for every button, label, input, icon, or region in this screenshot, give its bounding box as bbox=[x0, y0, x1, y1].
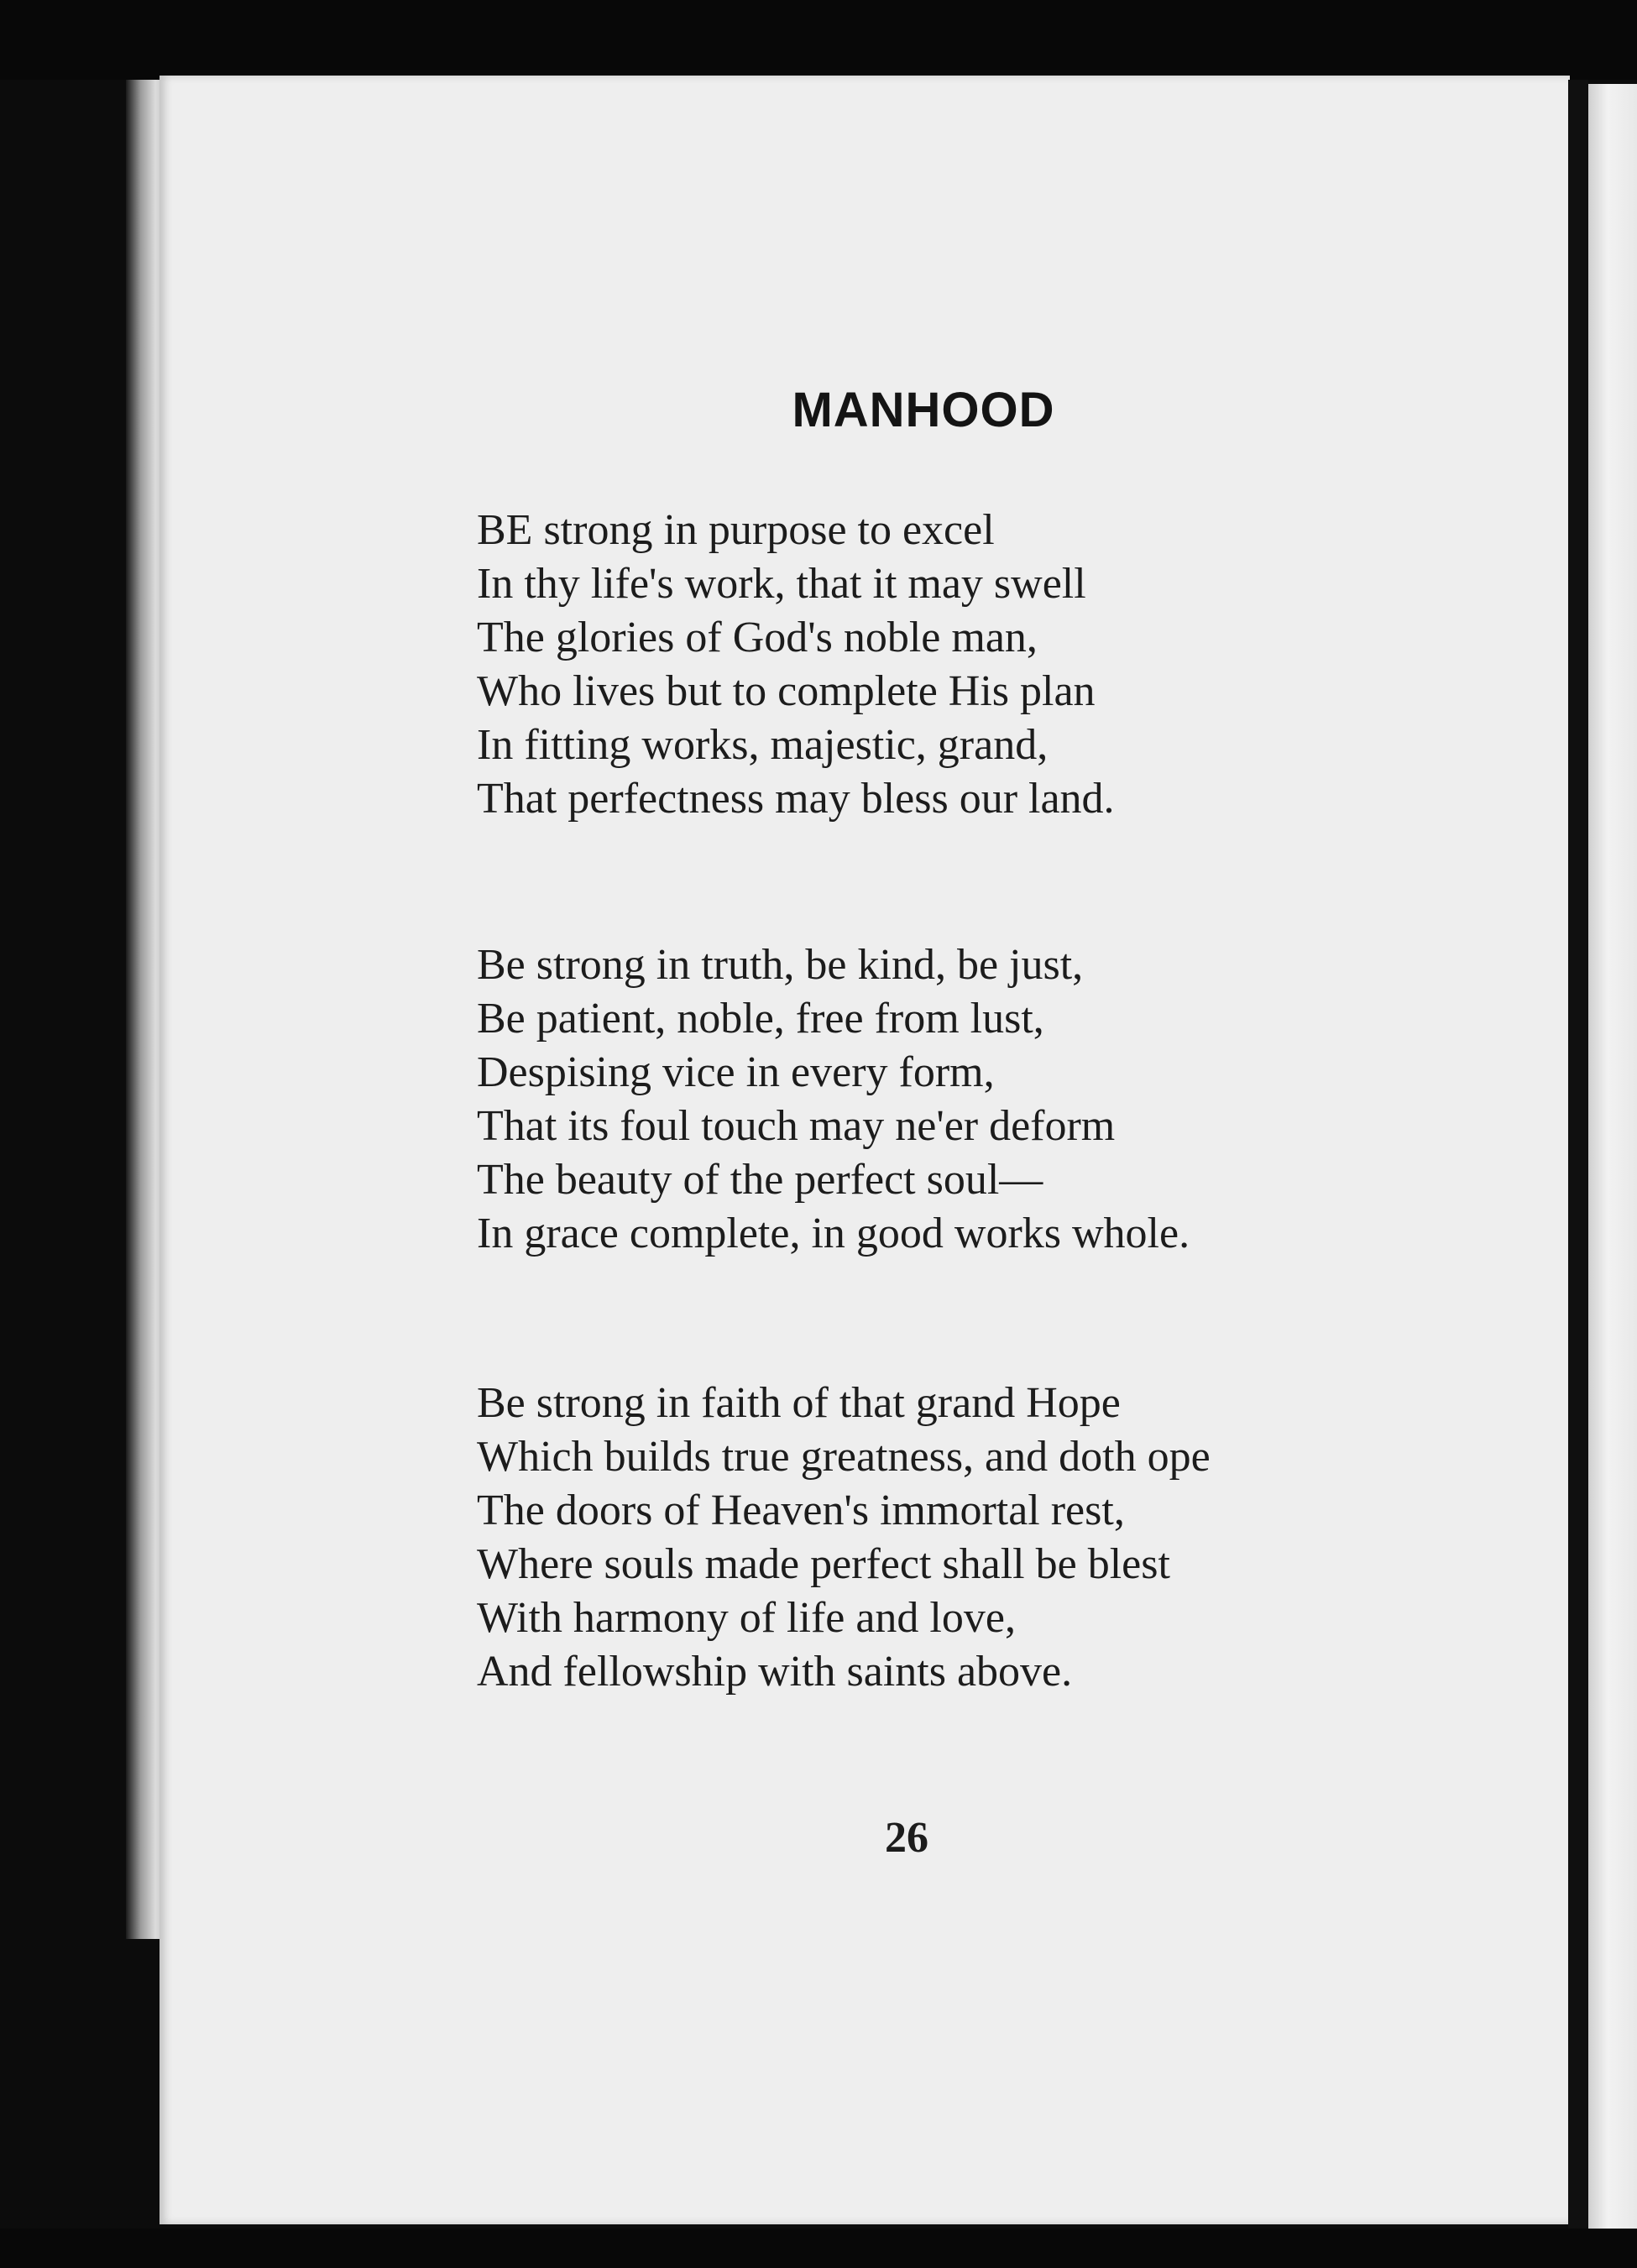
poem-line: The glories of God's noble man, bbox=[477, 614, 1038, 661]
poem-line: With harmony of life and love, bbox=[477, 1594, 1016, 1642]
poem-line: Who lives but to complete His plan bbox=[477, 667, 1096, 715]
poem-line: In grace complete, in good works whole. bbox=[477, 1210, 1190, 1257]
poem-line: BE strong in purpose to excel bbox=[477, 506, 995, 554]
scan-top-border bbox=[0, 0, 1637, 80]
poem-line: That its foul touch may ne'er deform bbox=[477, 1102, 1116, 1150]
adjacent-page-edge bbox=[1588, 84, 1637, 2233]
poem-line: The beauty of the perfect soul— bbox=[477, 1156, 1043, 1204]
poem-line: In fitting works, majestic, grand, bbox=[477, 721, 1049, 769]
poem-line: Despising vice in every form, bbox=[477, 1048, 995, 1096]
page-number: 26 bbox=[885, 1814, 928, 1862]
poem-line: Be strong in faith of that grand Hope bbox=[477, 1379, 1121, 1427]
poem-title: MANHOOD bbox=[792, 383, 1055, 437]
stanza-2 bbox=[477, 938, 1400, 1261]
poem-line: The doors of Heaven's immortal rest, bbox=[477, 1487, 1125, 1534]
poem-line: In thy life's work, that it may swell bbox=[477, 560, 1086, 608]
poem-line: And fellowship with saints above. bbox=[477, 1648, 1073, 1696]
poem-line: Be strong in truth, be kind, be just, bbox=[477, 941, 1084, 989]
stanza-3 bbox=[477, 1377, 1400, 1699]
scan-bottom-border bbox=[0, 2229, 1637, 2268]
poem-line: Where souls made perfect shall be blest bbox=[477, 1540, 1170, 1588]
poem-line: Be patient, noble, free from lust, bbox=[477, 995, 1044, 1043]
stanza-1 bbox=[477, 504, 1400, 826]
poem-line: That perfectness may bless our land. bbox=[477, 775, 1115, 823]
page-gutter bbox=[1568, 80, 1588, 2237]
poem-line: Which builds true greatness, and doth ope bbox=[477, 1433, 1211, 1481]
